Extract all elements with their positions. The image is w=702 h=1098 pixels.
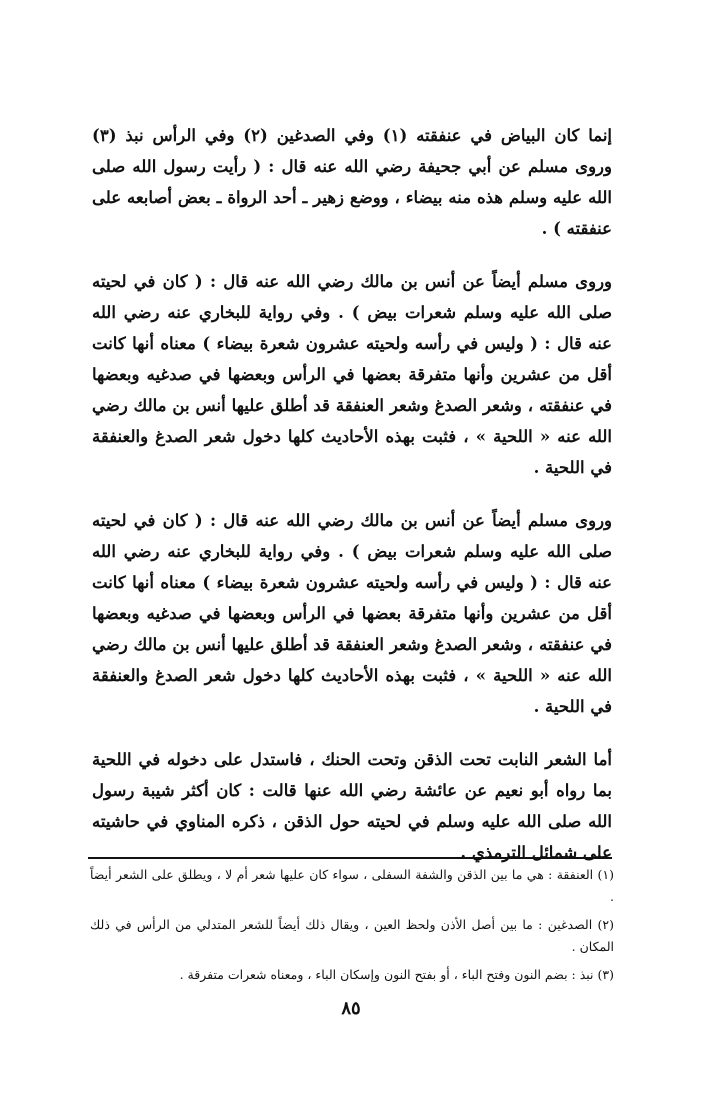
footnote-1: (١) العنفقة : هي ما بين الذقن والشفة السفلى ، سواء كان عليها شعر أم لا ، ويطلق على الشعر أيضاً . (90, 867, 614, 904)
paragraph-4: أما الشعر النابت تحت الذقن وتحت الحنك ، فاستدل على دخوله في اللحية بما رواه أبو نعيم عن عائشة رضي الله عنها قالت : كان أكثر شيبة رسول الله صلى الله عليه وسلم في لحيته حول الذقن ، ذكره المناوي في حاشيته على شمائل الترمذي . (92, 750, 612, 862)
footnote-separator (88, 857, 612, 859)
paragraph-3: وروى مسلم أيضاً عن أنس بن مالك رضي الله عنه قال : ( كان في لحيته صلى الله عليه وسلم شعرات بيض ) . وفي رواية للبخاري عنه رضي الله عنه قال : ( وليس في رأسه ولحيته عشرون شعرة بيضاء ) معناه أنها كانت أقل من عشرين وأنها متفرقة بعضها في الرأس وبعضها في صدغيه وبعضها في عنفقته ، وشعر الصدغ وشعر العنفقة قد أطلق عليها أنس بن مالك رضي الله عنه « اللحية » ، فثبت بهذه الأحاديث كلها دخول شعر الصدغ والعنفقة في اللحية . (92, 511, 612, 716)
main-text (92, 120, 612, 890)
paragraph-1: إنما كان البياض في عنفقته (١) وفي الصدغين (٢) وفي الرأس نبذ (٣) وروى مسلم عن أبي جحيفة رضي الله عنه قال : ( رأيت رسول الله صلى الله عليه وسلم هذه منه بيضاء ، ووضع زهير ـ أحد الرواة ـ بعض أصابعه على عنفقته ) . (92, 126, 612, 238)
footnotes (90, 864, 614, 992)
page-number: ٨٥ (341, 998, 361, 1019)
paragraph-2: وروى مسلم أيضاً عن أنس بن مالك رضي الله عنه قال : ( كان في لحيته صلى الله عليه وسلم شعرات بيض ) . وفي رواية للبخاري عنه رضي الله عنه قال : ( وليس في رأسه ولحيته عشرون شعرة بيضاء ) معناه أنها كانت أقل من عشرين وأنها متفرقة بعضها في الرأس وبعضها في صدغيه وبعضها في عنفقته ، وشعر الصدغ وشعر العنفقة قد أطلق عليها أنس بن مالك رضي الله عنه « اللحية » ، فثبت بهذه الأحاديث كلها دخول شعر الصدغ والعنفقة في اللحية . (92, 272, 612, 477)
footnote-2: (٢) الصدغين : ما بين أصل الأذن ولحظ العين ، ويقال ذلك أيضاً للشعر المتدلي من الرأس في ذلك المكان . (90, 917, 614, 954)
footnote-3: (٣) نبذ : بضم النون وفتح الباء ، أو بفتح النون وإسكان الباء ، ومعناه شعرات متفرقة . (179, 967, 614, 982)
